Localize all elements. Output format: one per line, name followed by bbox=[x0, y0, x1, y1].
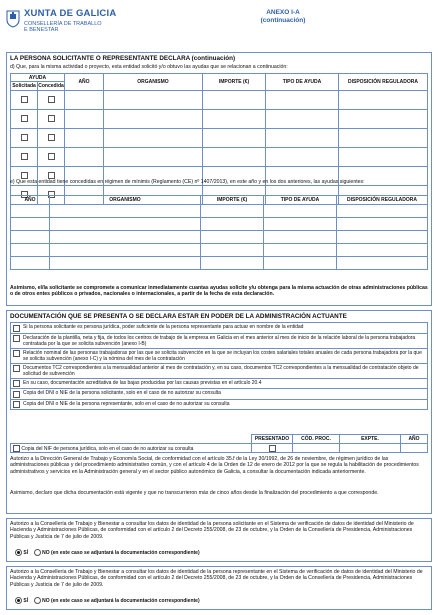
consent-yes-label: SÍ bbox=[23, 549, 29, 556]
document-label: Copia del DNI o NIE de la persona solicitante, solo en el caso de no autorizar su consulta bbox=[23, 390, 221, 396]
table-cell-field[interactable] bbox=[264, 231, 337, 244]
consent-no-label: NO (en este caso se adjuntará la documentación correspondiente) bbox=[42, 549, 200, 556]
table-cell-field[interactable] bbox=[11, 218, 50, 231]
aid-table-row bbox=[11, 148, 428, 167]
section-title: DOCUMENTACIÓN QUE SE PRESENTA O SE DECLARA ESTAR EN PODER DE LA ADMINISTRACIÓN ACTUANTE bbox=[10, 313, 347, 320]
col-presented: PRESENTADO bbox=[252, 435, 293, 444]
table-cell-field[interactable] bbox=[337, 244, 428, 257]
document-checkbox[interactable] bbox=[13, 350, 20, 357]
granted-checkbox[interactable] bbox=[48, 153, 55, 160]
table-cell-field[interactable] bbox=[264, 218, 337, 231]
document-item bbox=[10, 322, 428, 334]
clause-e-text: e) Que esta entidad tiene concedidas en régimen de mínimis (Reglamento (CE) nº 1407/2013), en este año y en los dos anteriores, las ayudas siguientes: bbox=[10, 179, 365, 185]
table-cell-field[interactable] bbox=[264, 205, 337, 218]
table-cell-field[interactable] bbox=[339, 148, 428, 167]
table-cell-field[interactable] bbox=[266, 91, 339, 110]
document-label: Copia del DNI o NIE de la persona representante, solo en el caso de no autorizar su consulta bbox=[23, 400, 230, 407]
table-cell-field[interactable] bbox=[339, 91, 428, 110]
nif-checkbox[interactable] bbox=[13, 445, 20, 452]
requested-checkbox[interactable] bbox=[21, 153, 28, 160]
table-cell-field[interactable] bbox=[266, 110, 339, 129]
minimis-table-row bbox=[11, 205, 428, 218]
xunta-logo-icon bbox=[6, 10, 20, 28]
col-year: AÑO bbox=[65, 74, 104, 91]
minimis-table-row bbox=[11, 218, 428, 231]
granted-checkbox[interactable] bbox=[48, 134, 55, 141]
col-aid-type: TIPO DE AYUDA bbox=[266, 74, 339, 91]
col-year: AÑO bbox=[401, 435, 428, 444]
document-checkbox[interactable] bbox=[13, 380, 20, 387]
aid-table-row bbox=[11, 129, 428, 148]
document-label: Relación nominal de las personas trabajadoras por las que se solicita subvención en la que se incluyan los costes salariales totales anuales de cada persona trabajadora por la que se solicita subvención (anexo I-C) y la nómina del mes de la contratación bbox=[23, 349, 422, 362]
document-label: En su caso, documentación acreditativa de las bajas producidas por las causas previstas en el artículo 20.4 bbox=[23, 379, 262, 386]
nif-item bbox=[11, 444, 252, 453]
authorization-text: Autorizo a la Dirección General de Trabajo y Economía Social, de conformidad con el artículo 35.f de la Ley 30/1992, de 26 de noviembre, de régimen jurídico de las administraciones públicas y del procedimiento administrativo común, y con el artículo 4 de la Orden de 12 de enero de 2012 por la que se regula la habilitación de procedimientos administrativos y servicios en la Administración general y en el sector público autonómico de Galicia, a consultar la documentación indicada anteriormente. bbox=[10, 456, 419, 475]
requested-checkbox[interactable] bbox=[21, 134, 28, 141]
document-list bbox=[10, 322, 428, 410]
table-cell-field[interactable] bbox=[65, 148, 104, 167]
table-cell-field[interactable] bbox=[203, 129, 266, 148]
table-cell-field[interactable] bbox=[104, 110, 203, 129]
col-organism: ORGANISMO bbox=[50, 196, 201, 205]
table-cell-field[interactable] bbox=[337, 231, 428, 244]
declaration-text: Asimismo, declaro que dicha documentación está vigente y que no transcurrieron más de cinco años desde la finalización del procedimiento a que corresponde. bbox=[10, 490, 379, 496]
document-item bbox=[10, 364, 428, 379]
col-amount: IMPORTE (€) bbox=[201, 196, 264, 205]
table-cell-field[interactable] bbox=[104, 91, 203, 110]
table-cell-field[interactable] bbox=[65, 91, 104, 110]
table-cell-field[interactable] bbox=[201, 257, 264, 270]
table-cell-field[interactable] bbox=[203, 110, 266, 129]
year-field[interactable] bbox=[401, 444, 428, 453]
table-cell-field[interactable] bbox=[337, 257, 428, 270]
document-label: Si la persona solicitante es persona jurídica, poder suficiente de la persona representante para actuar en nombre de la entidad bbox=[23, 324, 304, 330]
table-cell-field[interactable] bbox=[264, 257, 337, 270]
document-checkbox[interactable] bbox=[13, 365, 20, 372]
table-cell-field[interactable] bbox=[337, 205, 428, 218]
document-checkbox[interactable] bbox=[13, 391, 20, 398]
table-cell-field[interactable] bbox=[11, 244, 50, 257]
table-cell-field[interactable] bbox=[266, 148, 339, 167]
table-cell-field[interactable] bbox=[264, 244, 337, 257]
minimis-table-row bbox=[11, 257, 428, 270]
col-file: EXPTE. bbox=[340, 435, 401, 444]
requested-checkbox[interactable] bbox=[21, 96, 28, 103]
table-cell-field[interactable] bbox=[65, 129, 104, 148]
section-title: LA PERSONA SOLICITANTE O REPRESENTANTE DECLARA (continuación) bbox=[10, 55, 236, 62]
table-cell-field[interactable] bbox=[201, 231, 264, 244]
minimis-table bbox=[10, 195, 428, 270]
file-field[interactable] bbox=[340, 444, 401, 453]
granted-checkbox[interactable] bbox=[48, 96, 55, 103]
col-amount: IMPORTE (€) bbox=[203, 74, 266, 91]
table-cell-field[interactable] bbox=[11, 205, 50, 218]
table-cell-field[interactable] bbox=[50, 231, 201, 244]
consent-applicant bbox=[6, 518, 432, 562]
table-cell-field[interactable] bbox=[11, 231, 50, 244]
table-cell-field[interactable] bbox=[203, 91, 266, 110]
aid-table-row bbox=[11, 110, 428, 129]
aid-group-header: AYUDA bbox=[11, 74, 65, 82]
table-cell-field[interactable] bbox=[50, 218, 201, 231]
consent-representative-options bbox=[15, 597, 200, 604]
document-label: Documentos TC2 correspondientes a la mensualidad anterior al mes de contratación y, en su caso, documentos TC2 correspondientes a la mensualidad de contratación objeto de solicitud de subvención bbox=[23, 364, 419, 377]
annex-heading: ANEXO I-A (continuación) bbox=[260, 9, 306, 25]
proc-code-field[interactable] bbox=[293, 444, 340, 453]
document-label: Declaración de la plantilla, neta y fija, de todos los centros de trabajo de la empresa en Galicia en el mes anterior al mes de inicio de la relación laboral de la persona trabajadora contratada por la que se solicita subvención (anexo I-B) bbox=[23, 334, 416, 347]
col-regulation: DISPOSICIÓN REGULADORA bbox=[339, 74, 428, 91]
document-item bbox=[10, 400, 428, 411]
table-cell-field[interactable] bbox=[203, 148, 266, 167]
logo-subtitle: CONSELLERÍA DE TRABALLO E BENESTAR bbox=[24, 21, 102, 34]
consent-no-radio[interactable] bbox=[34, 549, 41, 556]
table-cell-field[interactable] bbox=[337, 218, 428, 231]
document-checkbox[interactable] bbox=[13, 325, 20, 332]
consent-yes-radio[interactable] bbox=[15, 597, 22, 604]
aid-table-row bbox=[11, 91, 428, 110]
minimis-table-row bbox=[11, 244, 428, 257]
document-item bbox=[10, 389, 428, 400]
documentation-section bbox=[6, 310, 432, 514]
document-item bbox=[10, 349, 428, 364]
consent-representative-text: Autorizo a la Consellería de Trabajo y Bienestar a consultar los datos de identidad de la persona representante en el Sistema de verificación de datos de identidad del Ministerio de Hacienda y Administraciones Públicas, de conformidad con el artículo 2 del Decreto 255/2008, de 23 de octubre, y la Orden de la Consellería de Presidencia, Administraciones Públicas y Justicia de 7 de julio de 2009. bbox=[10, 569, 423, 588]
requested-checkbox[interactable] bbox=[21, 115, 28, 122]
declaration-section bbox=[6, 52, 432, 306]
document-checkbox[interactable] bbox=[13, 401, 20, 408]
document-item bbox=[10, 379, 428, 390]
table-cell-field[interactable] bbox=[201, 244, 264, 257]
consent-applicant-text: Autorizo a la Consellería de Trabajo y Bienestar a consultar los datos de identidad de la persona solicitante en el Sistema de verificación de datos de identidad del Ministerio de Hacienda y Administraciones Públicas, de conformidad con el artículo 2 del Decreto 255/2008, de 23 de octubre, y la Orden de la Consellería de Presidencia, Administraciones Públicas y Justicia de 7 de julio de 2009. bbox=[10, 521, 414, 540]
consent-applicant-options bbox=[15, 549, 200, 556]
clause-d-text: d) Que, para la misma actividad o proyecto, esta entidad solicitó y/o obtuvo las ayudas que se relacionan a continuación: bbox=[10, 64, 288, 70]
table-cell-field[interactable] bbox=[65, 110, 104, 129]
col-aid-type: TIPO DE AYUDA bbox=[264, 196, 337, 205]
table-cell-field[interactable] bbox=[104, 148, 203, 167]
logo-title: XUNTA DE GALICIA bbox=[24, 8, 117, 19]
col-organism: ORGANISMO bbox=[104, 74, 203, 91]
consent-yes-label: SÍ bbox=[23, 597, 29, 604]
table-cell-field[interactable] bbox=[11, 257, 50, 270]
document-checkbox[interactable] bbox=[13, 335, 20, 342]
table-cell-field[interactable] bbox=[339, 129, 428, 148]
commitment-text: Asimismo, el/la solicitante se compromete a comunicar inmediatamente cuantas ayudas solicite y/u obtenga para la misma actuación de otras administraciones públicas o de otros entes públicos o privados, nacionales o internacionales, a partir de la fecha de esta declaración. bbox=[10, 285, 428, 298]
col-year: AÑO bbox=[11, 196, 50, 205]
col-regulation: DISPOSICIÓN REGULADORA bbox=[337, 196, 428, 205]
granted-checkbox[interactable] bbox=[48, 115, 55, 122]
table-cell-field[interactable] bbox=[339, 110, 428, 129]
table-cell-field[interactable] bbox=[266, 129, 339, 148]
document-item bbox=[10, 334, 428, 349]
table-cell-field[interactable] bbox=[50, 257, 201, 270]
table-cell-field[interactable] bbox=[50, 244, 201, 257]
consent-no-radio[interactable] bbox=[34, 597, 41, 604]
consent-representative bbox=[6, 566, 432, 610]
consent-yes-radio[interactable] bbox=[15, 549, 22, 556]
nif-table bbox=[10, 434, 428, 453]
table-cell-field[interactable] bbox=[201, 218, 264, 231]
table-cell-field[interactable] bbox=[201, 205, 264, 218]
table-cell-field[interactable] bbox=[50, 205, 201, 218]
table-cell-field[interactable] bbox=[104, 129, 203, 148]
col-proc-code: CÓD. PROC. bbox=[293, 435, 340, 444]
presented-checkbox[interactable] bbox=[269, 445, 276, 452]
minimis-table-row bbox=[11, 231, 428, 244]
consent-no-label: NO (en este caso se adjuntará la documentación correspondiente) bbox=[42, 597, 200, 604]
col-requested: Solicitada bbox=[12, 83, 36, 89]
col-granted: Concedida bbox=[38, 83, 64, 89]
nif-label: Copia del NIF de persona jurídica, solo en el caso de no autorizar su consulta bbox=[21, 445, 194, 452]
